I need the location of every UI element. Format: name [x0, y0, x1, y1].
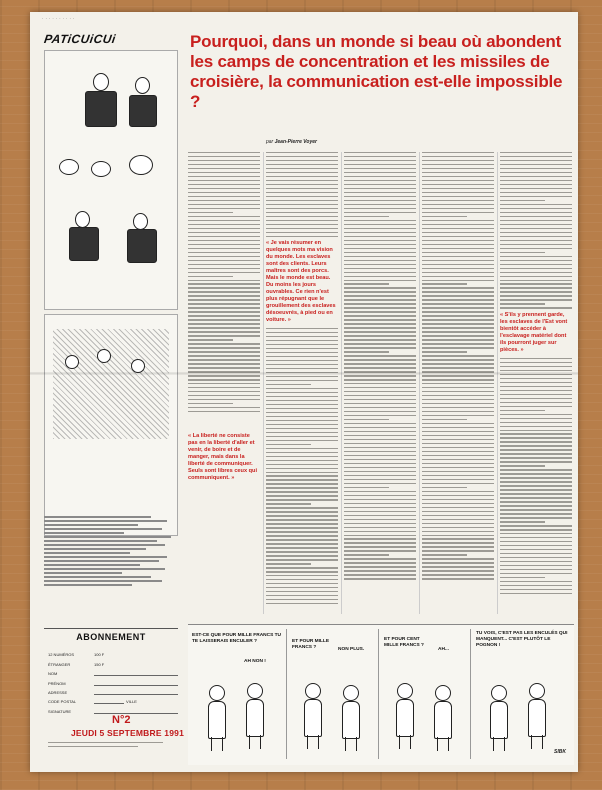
cartoon-character-drawing: [432, 685, 454, 751]
speech-bubble-1: EST-CE QUE POUR MILLE FRANCS TU TE LAISSERAIS ENCULER ?: [192, 633, 282, 644]
armchair-drawing: [127, 229, 157, 263]
fill-line: [94, 688, 178, 695]
row-label: 12 NUMÉROS: [48, 652, 75, 658]
face-drawing: [129, 155, 153, 175]
fill-line: [94, 669, 178, 676]
armchair-drawing: [85, 91, 117, 127]
subscription-row: [48, 686, 178, 695]
character-head-drawing: [93, 73, 109, 91]
article-headline: Pourquoi, dans un monde si beau où abondent les camps de concentration et les missiles de croisière, la communication est-elle impossible ?: [190, 32, 563, 111]
newspaper-logo: PATiCUiCUi: [43, 32, 117, 46]
subscription-form: [48, 648, 178, 714]
speech-bubble-7: TU VOIS, C'EST PAS LES ENCULÉS QUI MANQUENT... C'EST PLUTÔT LE POGNON !: [476, 631, 568, 648]
character-head-drawing: [133, 213, 148, 230]
subscription-note: [48, 742, 176, 750]
subscription-row: [48, 704, 178, 713]
row-label: ADRESSE: [48, 689, 68, 695]
subscription-row: [48, 676, 178, 685]
row-value: 150 F: [94, 661, 105, 667]
character-head-drawing: [75, 211, 90, 228]
issue-number: N°2: [112, 714, 131, 726]
speech-bubble-4: NON PLUS.: [338, 647, 365, 652]
cartoon-character-drawing: [244, 683, 266, 749]
issue-date: JEUDI 5 SEPTEMBRE 1991: [70, 728, 184, 738]
running-head: · · · · · · · · · ·: [42, 16, 75, 21]
row-label: CODE POSTAL: [48, 699, 77, 705]
article-column-2: [266, 152, 338, 614]
crowd-drawing: [53, 329, 169, 439]
credits-box: [44, 514, 178, 624]
pull-quote-1: « Je vais résumer en quelques mots ma vision du monde. Les esclaves sont des clients. Leurs maîtres sont des porcs. Mais le monde est beau. Du moins les jours ouvrables. Ce rien n'est plus répugnant que le grouillement des esclaves désoeuvrés, à pied ou en voiture. »: [266, 240, 336, 324]
bottom-cartoon-strip: [188, 624, 574, 765]
figure-head-drawing: [131, 359, 145, 373]
cartoon-character-drawing: [340, 685, 362, 751]
subscription-row: [48, 667, 178, 676]
article-column-4: [422, 152, 494, 614]
subscription-title: ABONNEMENT: [44, 628, 178, 642]
row-label: SIGNATURE: [48, 708, 72, 714]
cartoon-character-drawing: [302, 683, 324, 749]
article-column-3: [344, 152, 416, 614]
pull-quote-2: « La liberté ne consiste pas en la liberté d'aller et venir, de boire et de manger, mais dans la liberté de communiquer. Seuls sont libres ceux qui communiquent. »: [188, 433, 258, 481]
article-body: [188, 152, 574, 622]
speech-bubble-3: ET POUR MILLE FRANCS ?: [292, 639, 330, 650]
byline-author: Jean-Pierre Voyer: [274, 139, 317, 145]
left-column: [38, 24, 184, 762]
fill-line: [94, 707, 178, 714]
speech-bubble-6: AH...: [438, 647, 449, 652]
figure-head-drawing: [65, 355, 79, 369]
row-value: 100 F: [94, 652, 105, 658]
face-drawing: [59, 159, 79, 175]
article-column-5: [500, 152, 572, 614]
speech-bubble-5: ET POUR CENT MILLE FRANCS ?: [384, 637, 424, 648]
armchair-drawing: [129, 95, 157, 127]
byline-prefix: par: [266, 139, 274, 145]
subscription-row: [48, 695, 178, 704]
row-label: ÉTRANGER: [48, 661, 71, 667]
left-cartoon-bottom: [44, 314, 178, 536]
article-column-1: [188, 152, 260, 614]
row-label: NOM: [48, 671, 58, 677]
cartoon-character-drawing: [394, 683, 416, 749]
armchair-drawing: [69, 227, 99, 261]
cartoon-character-drawing: [206, 685, 228, 751]
article-byline: [266, 139, 317, 145]
cartoon-character-drawing: [526, 683, 548, 749]
row-value: VILLE: [126, 699, 137, 705]
newspaper-page: [30, 12, 578, 772]
figure-head-drawing: [97, 349, 111, 363]
cartoonist-signature: SIBK: [554, 749, 566, 755]
face-drawing: [91, 161, 111, 177]
fill-line: [94, 697, 124, 704]
left-cartoon-top: [44, 50, 178, 310]
speech-bubble-2: AH NON !: [244, 659, 266, 664]
row-label: PRÉNOM: [48, 680, 66, 686]
fill-line: [94, 679, 178, 686]
cartoon-character-drawing: [488, 685, 510, 751]
subscription-row: [48, 657, 178, 666]
pull-quote-3: « S'ils y prennent garde, les esclaves de l'Est vont bientôt accéder à l'esclavage matériel dont ils pourront juger sur pièces. »: [500, 311, 568, 353]
character-head-drawing: [135, 77, 150, 94]
subscription-row: [48, 648, 178, 657]
